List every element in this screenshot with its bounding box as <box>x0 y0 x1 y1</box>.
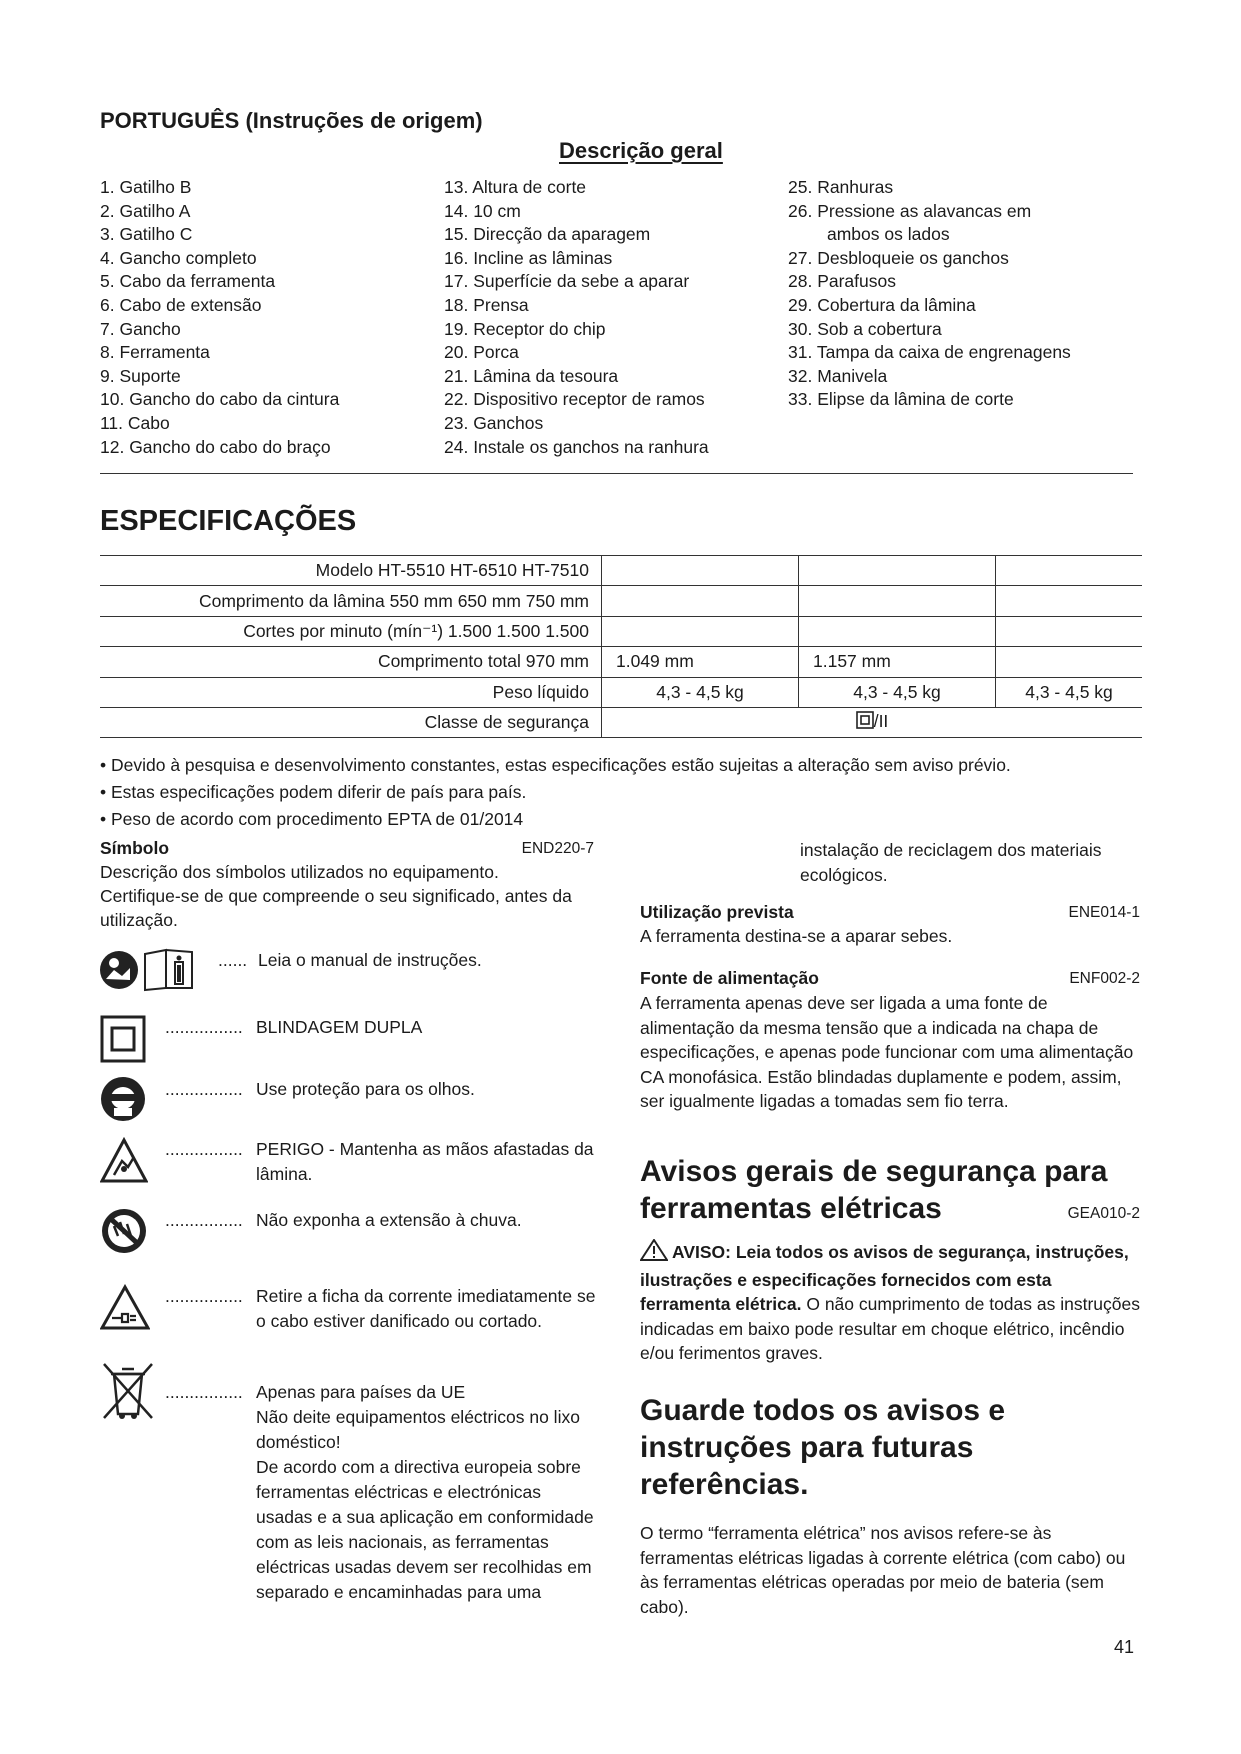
parts-list-col2 <box>444 176 709 459</box>
eu-text: Não deite equipamentos eléctricos no lixo doméstico! <box>256 1407 580 1452</box>
list-item: 12. Gancho do cabo do braço <box>100 436 331 457</box>
specifications-table <box>100 555 1142 738</box>
spec-value: 4,3 - 4,5 kg <box>996 677 1143 707</box>
section-divider <box>100 473 1133 474</box>
spec-value <box>799 616 996 646</box>
symbol-text-block <box>256 1380 596 1605</box>
spec-value <box>602 616 799 646</box>
list-item: 26. Pressione as alavancas em <box>788 200 1032 221</box>
list-item: 23. Ganchos <box>444 412 544 433</box>
parts-list-col1 <box>100 176 339 459</box>
spec-value: /II <box>873 711 889 732</box>
page-language-title: PORTUGUÊS (Instruções de origem) <box>100 108 483 133</box>
list-item: 24. Instale os ganchos na ranhura <box>444 436 709 457</box>
list-item: 2. Gatilho A <box>100 200 191 221</box>
list-item: 31. Tampa da caixa de engrenagens <box>788 342 1071 363</box>
spec-value <box>602 556 799 586</box>
keep-instructions-section <box>640 1392 1140 1619</box>
spec-value <box>996 556 1143 586</box>
list-item: • Devido à pesquisa e desenvolvimento constantes, estas especificações estão sujeitas a alteração sem aviso prévio. <box>100 755 1011 775</box>
list-item: 17. Superfície da sebe a aparar <box>444 271 690 292</box>
list-item: 18. Prensa <box>444 294 529 315</box>
section-code: END220-7 <box>521 840 594 857</box>
warning-icon <box>640 1239 668 1268</box>
list-item: 7. Gancho <box>100 318 181 339</box>
symbol-dots: ...... <box>218 950 248 970</box>
spec-label: Peso líquido <box>100 677 602 707</box>
list-item: 27. Desbloqueie os ganchos <box>788 247 1009 268</box>
symbol-text: PERIGO - Mantenha as mãos afastadas da lâmina. <box>256 1139 594 1184</box>
safety-class-cell <box>602 707 1143 737</box>
section-code: GEA010-2 <box>1067 1205 1140 1222</box>
list-item: • Estas especificações podem diferir de país para país. <box>100 782 527 802</box>
keep-instructions-text: O termo “ferramenta elétrica” nos avisos refere-se às ferramentas elétricas ligadas à corrente elétrica (com cabo) ou às ferramentas elétricas operadas por meio de bateria (sem cabo). <box>640 1523 1126 1617</box>
symbol-row <box>100 1137 594 1193</box>
parts-list-col3 <box>788 176 1071 412</box>
list-item: 1. Gatilho B <box>100 177 192 197</box>
list-item: 33. Elipse da lâmina de corte <box>788 389 1014 410</box>
list-item: • Peso de acordo com procedimento EPTA de 01/2014 <box>100 809 524 829</box>
read-manual-icon <box>100 946 220 1001</box>
table-row <box>100 647 1142 677</box>
warning-bold-text: AVISO: Leia todos os avisos de segurança, instruções, ilustrações e especificações fornecidos com esta ferramenta elétrica. <box>640 1242 1129 1314</box>
symbol-dots: ................ <box>165 1286 243 1306</box>
spec-label: Comprimento total 970 mm <box>100 647 602 677</box>
list-item: 30. Sob a cobertura <box>788 318 942 339</box>
symbol-text: Não exponha a extensão à chuva. <box>256 1210 522 1230</box>
page-number: 41 <box>1114 1637 1135 1657</box>
spec-label: Modelo HT-5510 HT-6510 HT-7510 <box>100 556 602 586</box>
general-safety-title-2: ferramentas elétricas <box>640 1192 942 1225</box>
keep-instructions-title: Guarde todos os avisos e instruções para futuras referências. <box>640 1394 1006 1501</box>
list-item: 16. Incline as lâminas <box>444 247 613 268</box>
spec-notes <box>100 752 1011 833</box>
spec-value: 4,3 - 4,5 kg <box>602 677 799 707</box>
power-supply-text: A ferramenta apenas deve ser ligada a uma fonte de alimentação da mesma tensão que a indicada na chapa de especificações, e apenas pode funcionar com uma alimentação CA monofásica. Estão blindadas duplamente e podem, assim, ser igualmente ligadas a tomadas sem fio terra. <box>640 993 1134 1111</box>
list-item: 25. Ranhuras <box>788 177 894 197</box>
symbol-dots: ................ <box>165 1210 243 1230</box>
danger-hands-icon <box>100 1137 148 1192</box>
symbol-intro: Descrição dos símbolos utilizados no equipamento. <box>100 862 499 882</box>
list-item: 6. Cabo de extensão <box>100 294 262 315</box>
list-item: 9. Suporte <box>100 365 181 386</box>
list-item: 19. Receptor do chip <box>444 318 606 339</box>
specifications-title: ESPECIFICAÇÕES <box>100 505 357 537</box>
symbol-row <box>100 1208 594 1258</box>
table-row <box>100 707 1142 737</box>
list-item: 11. Cabo <box>100 412 170 433</box>
unplug-icon <box>100 1284 150 1339</box>
warning-text: O não cumprimento de todas as instruções indicadas em baixo pode resultar em choque elétrico, incêndio e/ou ferimentos graves. <box>640 1294 1140 1363</box>
list-item: 13. Altura de corte <box>444 177 587 197</box>
eu-text-continued: instalação de reciclagem dos materiais ecológicos. <box>800 840 1102 885</box>
section-code: ENE014-1 <box>1068 904 1140 921</box>
symbol-text: Apenas para países da UE <box>256 1382 466 1402</box>
warning-paragraph <box>640 1239 1140 1366</box>
weee-bin-icon <box>100 1360 156 1429</box>
spec-value <box>996 616 1143 646</box>
no-rain-icon <box>100 1206 148 1263</box>
symbol-row <box>100 1284 594 1364</box>
list-item: 8. Ferramenta <box>100 342 210 363</box>
list-item: 10. Gancho do cabo da cintura <box>100 389 340 410</box>
intended-use-title: Utilização prevista <box>640 902 794 922</box>
list-item: 3. Gatilho C <box>100 224 193 245</box>
general-safety-section <box>640 1153 1140 1366</box>
spec-value <box>996 647 1143 677</box>
symbol-row <box>100 1077 594 1125</box>
list-item: 4. Gancho completo <box>100 247 257 268</box>
spec-label: Comprimento da lâmina 550 mm 650 mm 750 mm <box>100 586 602 616</box>
spec-label: Cortes por minuto (mín⁻¹) 1.500 1.500 1.500 <box>100 616 602 646</box>
double-insulation-icon <box>856 711 874 734</box>
symbol-row <box>100 1015 594 1063</box>
symbol-title: Símbolo <box>100 838 170 858</box>
spec-value <box>799 556 996 586</box>
intended-use-section <box>640 900 1140 949</box>
symbol-dots: ................ <box>165 1382 243 1402</box>
symbol-dots: ................ <box>165 1079 243 1099</box>
symbol-dots: ................ <box>165 1139 243 1159</box>
symbol-text: BLINDAGEM DUPLA <box>256 1017 423 1037</box>
list-item: ambos os lados <box>827 224 950 245</box>
list-item: 14. 10 cm <box>444 200 521 221</box>
general-description-title: Descrição geral <box>559 138 723 163</box>
spec-value: 4,3 - 4,5 kg <box>799 677 996 707</box>
list-item: 22. Dispositivo receptor de ramos <box>444 389 705 410</box>
symbol-row <box>100 948 594 998</box>
table-row <box>100 586 1142 616</box>
list-item: 21. Lâmina da tesoura <box>444 365 619 386</box>
list-item: 5. Cabo da ferramenta <box>100 271 276 292</box>
list-item: 32. Manivela <box>788 365 888 386</box>
list-item: 20. Porca <box>444 342 519 363</box>
eu-text-2: De acordo com a directiva europeia sobre ferramentas eléctricas e electrónicas usadas e a sua aplicação em conformidade com as leis nacionais, as ferramentas eléctricas usadas devem ser recolhidas em separado e encaminhadas para uma <box>256 1457 594 1602</box>
list-item: 29. Cobertura da lâmina <box>788 294 976 315</box>
spec-label: Classe de segurança <box>100 707 602 737</box>
symbol-section <box>100 836 594 932</box>
symbol-row <box>100 1380 594 1630</box>
symbol-dots: ................ <box>165 1017 243 1037</box>
spec-value <box>799 586 996 616</box>
general-safety-title: Avisos gerais de segurança para <box>640 1155 1108 1188</box>
spec-value: 1.049 mm <box>602 647 799 677</box>
table-row <box>100 616 1142 646</box>
eye-protection-icon <box>100 1075 146 1130</box>
symbol-text: Use proteção para os olhos. <box>256 1079 475 1099</box>
spec-value: 1.157 mm <box>799 647 996 677</box>
table-row <box>100 556 1142 586</box>
power-supply-section <box>640 966 1140 1114</box>
spec-value <box>996 586 1143 616</box>
list-item: 28. Parafusos <box>788 271 896 292</box>
symbol-text: Retire a ficha da corrente imediatamente se o cabo estiver danificado ou cortado. <box>256 1286 596 1331</box>
table-row <box>100 677 1142 707</box>
symbol-intro-2: Certifique-se de que compreende o seu significado, antes da utilização. <box>100 886 572 930</box>
section-code: ENF002-2 <box>1069 970 1140 987</box>
power-supply-title: Fonte de alimentação <box>640 968 819 988</box>
list-item: 15. Direcção da aparagem <box>444 224 651 245</box>
intended-use-text: A ferramenta destina-se a aparar sebes. <box>640 926 953 946</box>
symbol-text: Leia o manual de instruções. <box>258 950 482 970</box>
spec-value <box>602 586 799 616</box>
double-insulation-icon <box>100 1015 146 1070</box>
